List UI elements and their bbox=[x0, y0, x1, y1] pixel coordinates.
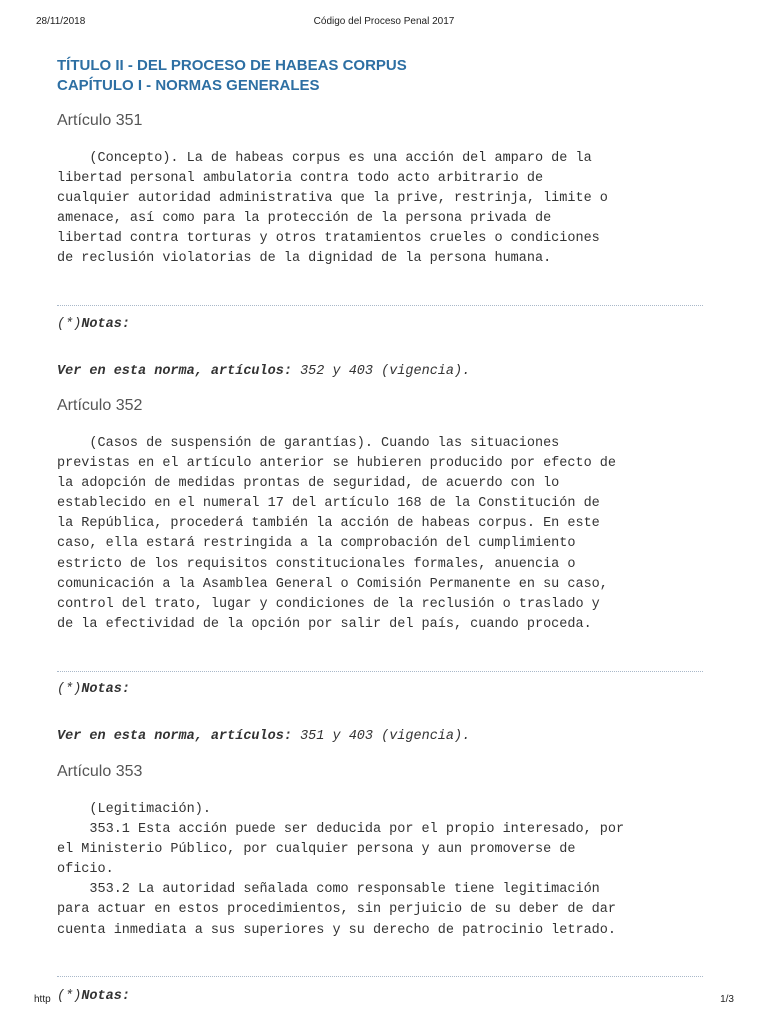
ref-link-vigencia[interactable]: (vigencia). bbox=[373, 364, 471, 379]
ref-link-352[interactable]: 352 bbox=[300, 364, 325, 379]
ref-label: Ver en esta norma, artículos: bbox=[57, 729, 292, 744]
notes-label: Notas: bbox=[81, 317, 130, 332]
notes-prefix: (*) bbox=[57, 989, 82, 1004]
section-titles bbox=[57, 56, 407, 96]
notes-label: Notas: bbox=[81, 989, 130, 1004]
article-353-body: (Legitimación). 353.1 Esta acción puede ser deducida por el propio interesado, por el Ministerio Público, por cualquier persona y aun promoverse de oficio. 353.2 La autoridad señalada como responsable tiene legitimación para actuar en estos procedimientos, sin perjuicio de su deber de dar cuenta inmediata a sus superiores y su derecho de patrocinio letrado. bbox=[57, 802, 625, 938]
separator bbox=[57, 976, 703, 977]
ref-sep: y bbox=[324, 364, 349, 379]
notes-prefix: (*) bbox=[57, 317, 82, 332]
article-351-references bbox=[57, 364, 470, 379]
print-url: http bbox=[34, 994, 51, 1005]
article-351-body: (Concepto). La de habeas corpus es una acción del amparo de la libertad personal ambulatoria contra todo acto arbitrario de cualquier autoridad administrativa que la prive, restrinja, limite o amenace, así como para la protección de la persona privada de libertad contra torturas y otros tratamientos crueles o condiciones de reclusión violatorias de la dignidad de la persona humana. bbox=[57, 151, 608, 267]
article-352-notes bbox=[57, 682, 130, 697]
article-352-heading: Artículo 352 bbox=[57, 397, 143, 414]
print-date: 28/11/2018 bbox=[36, 16, 86, 27]
ref-link-403[interactable]: 403 bbox=[348, 364, 373, 379]
capitulo-heading: CAPÍTULO I - NORMAS GENERALES bbox=[57, 77, 320, 94]
ref-link-403[interactable]: 403 bbox=[348, 729, 373, 744]
article-353-heading: Artículo 353 bbox=[57, 763, 143, 780]
ref-link-vigencia[interactable]: (vigencia). bbox=[373, 729, 471, 744]
notes-label: Notas: bbox=[81, 682, 130, 697]
page-number: 1/3 bbox=[720, 994, 734, 1005]
ref-label: Ver en esta norma, artículos: bbox=[57, 364, 292, 379]
article-351-heading: Artículo 351 bbox=[57, 112, 143, 129]
article-353-notes bbox=[57, 989, 130, 1004]
article-352-references bbox=[57, 729, 470, 744]
notes-prefix: (*) bbox=[57, 682, 82, 697]
titulo-heading: TÍTULO II - DEL PROCESO DE HABEAS CORPUS bbox=[57, 57, 407, 74]
ref-sep: y bbox=[324, 729, 349, 744]
separator bbox=[57, 305, 703, 306]
article-352-body: (Casos de suspensión de garantías). Cuando las situaciones previstas en el artículo anterior se hubieren producido por efecto de la adopción de medidas prontas de seguridad, de acuerdo con lo establecido en el numeral 17 del artículo 168 de la Constitución de la República, procederá también la acción de habeas corpus. En este caso, ella estará restringida a la comprobación del cumplimiento estricto de los requisitos constitucionales formales, anuencia o comunicación a la Asamblea General o Comisión Permanente en su caso, control del trato, lugar y condiciones de la reclusión o traslado y de la efectividad de la opción por salir del país, cuando proceda. bbox=[57, 436, 616, 632]
article-351-notes bbox=[57, 317, 130, 332]
print-title: Código del Proceso Penal 2017 bbox=[313, 16, 455, 27]
separator bbox=[57, 671, 703, 672]
ref-link-351[interactable]: 351 bbox=[300, 729, 325, 744]
